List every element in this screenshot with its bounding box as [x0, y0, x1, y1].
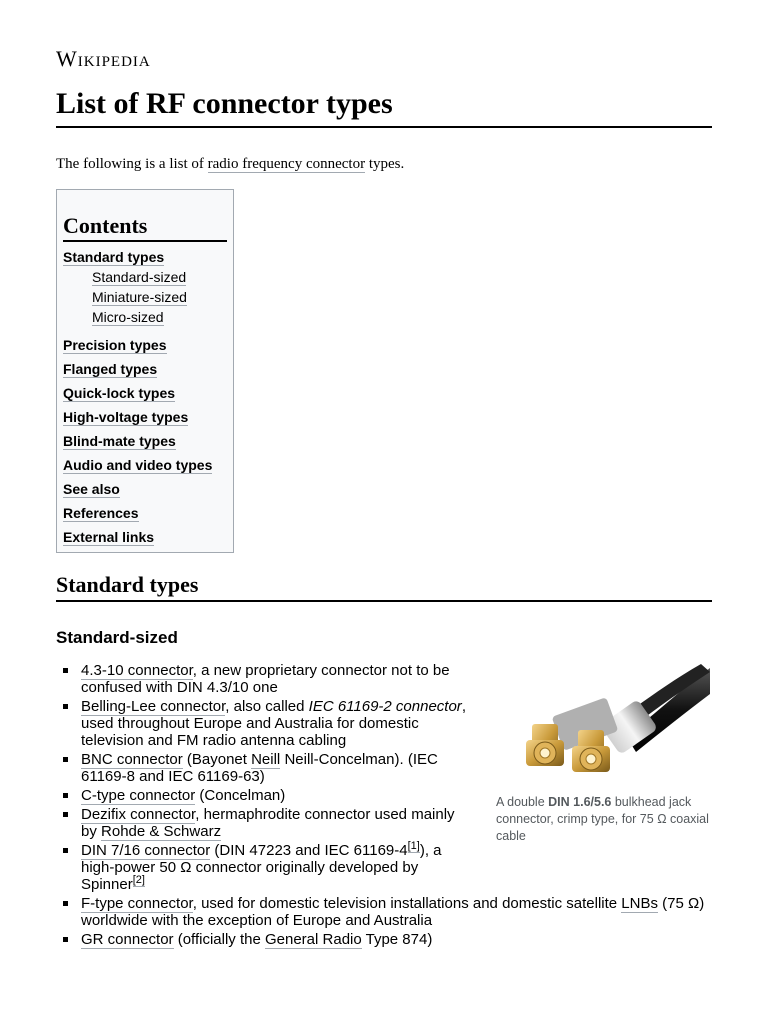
list-item-text: (DIN 47223 and IEC 61169-4	[210, 842, 408, 859]
toc-item	[63, 385, 227, 402]
list-item-text: (officially the	[173, 931, 265, 948]
caption-text-after: bulkhead jack connector, crimp type, for 75 Ω coaxial cable	[496, 795, 709, 843]
caption-text-before: A double	[496, 795, 549, 809]
wikipedia-logo[interactable]: Wikipedia	[56, 46, 151, 71]
toc-link-precision-types[interactable]: Precision types	[63, 337, 167, 353]
toc-link-micro-sized[interactable]: Micro-sized	[92, 309, 164, 325]
toc-subitem	[92, 269, 227, 286]
toc-item	[63, 409, 227, 426]
list-item-text: Type 874)	[361, 931, 433, 948]
toc-link-miniature-sized[interactable]: Miniature-sized	[92, 289, 187, 305]
list-item-text: , hermaphrodite connector used mainly by	[81, 806, 455, 840]
reference-link-1[interactable]: [1]	[407, 840, 420, 852]
intro-text-before: The following is a list of	[56, 156, 208, 172]
radio-frequency-connector-link[interactable]: radio frequency connector	[207, 156, 366, 172]
connector-list	[56, 662, 712, 950]
toc-subitem	[92, 289, 227, 306]
link-lnbs[interactable]: LNBs	[621, 895, 658, 912]
toc-item	[63, 337, 227, 354]
list-item	[56, 806, 471, 840]
list-item-text: , used throughout Europe and Australia for domestic television and FM radio antenna cabling	[81, 698, 466, 749]
list-item-italic: IEC 61169-2 connector	[308, 698, 462, 715]
intro-paragraph	[56, 156, 404, 173]
link-dezifix-connector[interactable]: Dezifix connector	[81, 806, 196, 823]
table-of-contents	[56, 189, 234, 553]
link-general-radio[interactable]: General Radio	[264, 931, 362, 948]
link-f-type-connector[interactable]: F-type connector	[81, 895, 193, 912]
list-item	[56, 895, 712, 929]
toc-link-quick-lock-types[interactable]: Quick-lock types	[63, 385, 176, 401]
toc-link-standard-sized[interactable]: Standard-sized	[92, 269, 187, 285]
list-item-text: ), a high-power 50 Ω connector originally developed by Spinner	[81, 842, 442, 893]
subsection-heading-standard-sized: Standard-sized	[56, 628, 178, 647]
toc-link-audio-and-video-types[interactable]: Audio and video types	[63, 457, 213, 473]
toc-item	[63, 481, 227, 498]
intro-text-after: types.	[365, 156, 405, 172]
link-din-7-16-connector[interactable]: DIN 7/16 connector	[81, 842, 211, 859]
list-item-text: , also called	[225, 698, 309, 715]
toc-item-standard-types	[63, 249, 227, 326]
toc-item	[63, 433, 227, 450]
toc-link-see-also[interactable]: See also	[63, 481, 120, 497]
list-item-text: (Bayonet	[182, 751, 252, 768]
list-item-text: , a new proprietary connector not to be confused with DIN 4.3/10 one	[81, 662, 450, 696]
link-bnc-connector[interactable]: BNC connector	[81, 751, 183, 768]
list-item	[56, 787, 471, 804]
toc-title: Contents	[63, 212, 227, 242]
toc-item	[63, 529, 227, 546]
list-item-text: (Concelman)	[195, 787, 286, 804]
toc-item	[63, 361, 227, 378]
toc-item	[63, 505, 227, 522]
toc-item	[63, 457, 227, 474]
list-item	[56, 698, 471, 749]
toc-link-external-links[interactable]: External links	[63, 529, 155, 545]
page-title: List of RF connector types	[56, 84, 712, 128]
section-heading-standard-types: Standard types	[56, 572, 712, 602]
reference-link-2[interactable]: [2]	[132, 874, 145, 886]
caption-bold-din[interactable]: DIN 1.6/5.6	[548, 795, 612, 809]
link-gr-connector[interactable]: GR connector	[81, 931, 174, 948]
list-item	[56, 842, 471, 893]
link-neill[interactable]: Neill	[251, 751, 281, 768]
toc-link-standard-types[interactable]: Standard types	[63, 249, 165, 265]
toc-link-blind-mate-types[interactable]: Blind-mate types	[63, 433, 176, 449]
link-belling-lee-connector[interactable]: Belling-Lee connector	[81, 698, 226, 715]
list-item-text: , used for domestic television installations and domestic satellite	[192, 895, 622, 912]
toc-link-high-voltage-types[interactable]: High-voltage types	[63, 409, 189, 425]
list-item	[56, 751, 471, 785]
list-item-text: Neill-Concelman). (IEC 61169-8 and IEC 61169-63)	[81, 751, 438, 785]
link-4-3-10-connector[interactable]: 4.3-10 connector	[81, 662, 193, 679]
toc-link-flanged-types[interactable]: Flanged types	[63, 361, 158, 377]
toc-link-references[interactable]: References	[63, 505, 139, 521]
list-item	[56, 662, 471, 696]
toc-subitem	[92, 309, 227, 326]
list-item	[56, 931, 712, 948]
link-rohde-schwarz[interactable]: Rohde & Schwarz	[101, 823, 222, 840]
list-item-text: (75 Ω) worldwide with the exception of Europe and Australia	[81, 895, 705, 929]
link-c-type-connector[interactable]: C-type connector	[81, 787, 196, 804]
